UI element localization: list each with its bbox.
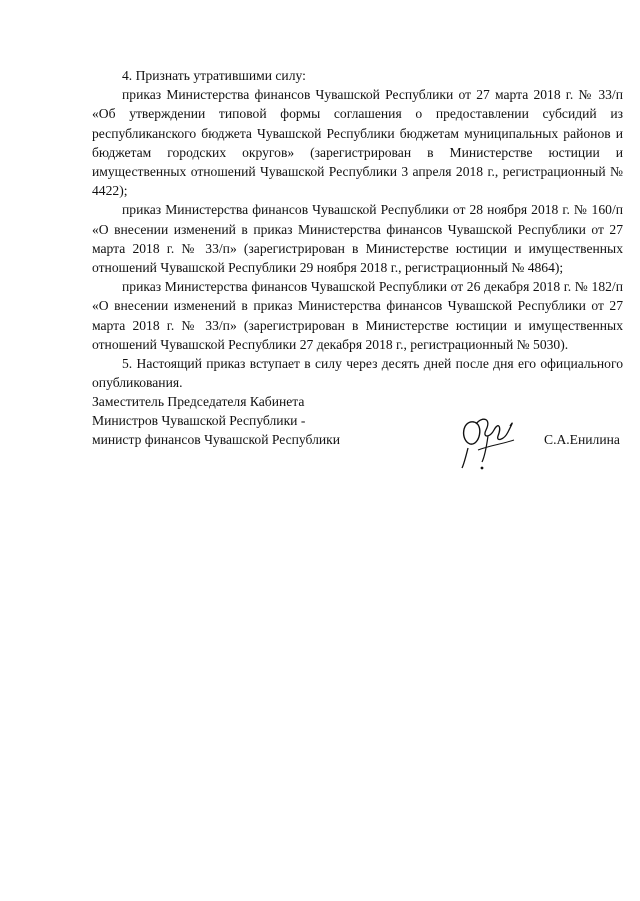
handwritten-signature-icon bbox=[452, 410, 524, 480]
paragraph-order-160: приказ Министерства финансов Чувашской Республики от 28 ноября 2018 г. № 160/п «О внесении изменений в приказ Министерства финансов Чувашской Республики от 27 марта 2018 г. № 33/п» (зарегистрирован в Министерстве юстиции и имущественных отношений Чувашской Республики 29 ноября 2018 г., регистрационный № 4864); bbox=[92, 202, 623, 276]
signatory-name: С.А.Енилина bbox=[544, 432, 620, 447]
signatory-title-line-3: министр финансов Чувашской Республики bbox=[92, 432, 341, 448]
paragraph-item-5: 5. Настоящий приказ вступает в силу через десять дней после дня его официального опубликования. bbox=[92, 356, 623, 391]
signature-block bbox=[92, 392, 632, 450]
paragraph-item-4: 4. Признать утратившими силу: bbox=[122, 68, 306, 83]
signatory-title-line-2: Министров Чувашской Республики - bbox=[92, 413, 306, 429]
paragraph-order-33: приказ Министерства финансов Чувашской Республики от 27 марта 2018 г. № 33/п «Об утверждении типовой формы соглашения о предоставлении субсидий из республиканского бюджета Чувашской Республики бюджетам муниципальных районов и бюджетам городских округов» (зарегистрирован в Министерстве юстиции и имущественных отношений Чувашской Республики 3 апреля 2018 г., регистрационный № 4422); bbox=[92, 87, 623, 199]
signatory-title-line-1: Заместитель Председателя Кабинета bbox=[92, 394, 305, 409]
paragraph-order-182: приказ Министерства финансов Чувашской Республики от 26 декабря 2018 г. № 182/п «О внесении изменений в приказ Министерства финансов Чувашской Республики от 27 марта 2018 г. № 33/п» (зарегистрирован в Министерстве юстиции и имущественных отношений Чувашской Республики 27 декабря 2018 г., регистрационный № 5030). bbox=[92, 279, 623, 352]
document-body bbox=[92, 66, 623, 392]
